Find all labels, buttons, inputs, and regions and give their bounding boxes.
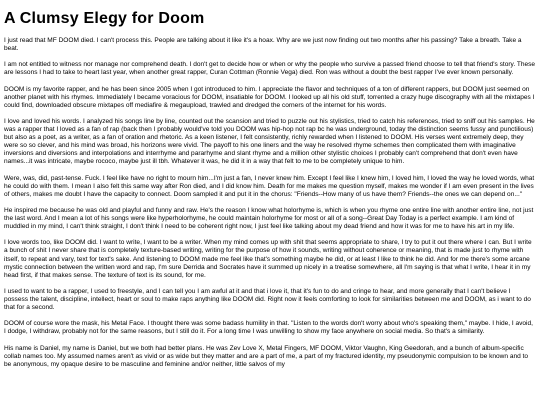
- paragraph-7: I love words too, like DOOM did. I want to write, I want to be a writer. When my mind comes up with shit that seems appropriate to share, I try to put it out there where I can. But I write a bunch of shit I never share that is completely texture-based writing, writing for the purpose of how it sounds, writing without coherence or meaning, that is made just to rhyme with itself, to repeat and vary, text for text's sake. And listening to DOOM made me feel like that's something maybe he did, or at least I like to think he did. And for me there's some arcane mystic connection between the written word and rap, I'm sure Derrida and Socrates have it summed up nicely in a treatise somewhere, all I'm saying is that what I write, I hear it in my head first, if that makes sense. The texture of text is its sound, for me.: [4, 239, 532, 279]
- paragraph-8: I used to want to be a rapper, I used to freestyle, and I can tell you I am awful at it and that i love it, that it's fun to do and cringe to hear, and more generally that I can't believe I possess the talent, discipline, intellect, heart or soul to make raps anything like DOOM did. Right now it feels comforting to look for similarities between me and DOOM, as i want to do that for a second.: [4, 287, 531, 312]
- article: [4, 0, 536, 377]
- paragraph-3: DOOM is my favorite rapper, and he has been since 2005 when I got introduced to him. I appreciate the flavor and techniques of a ton of different rappers, but DOOM just seemed on another planet with his rhymes. Immediately I became voracious for DOOM, insatiable for DOOM. I looked up all his old stuff, torrented a crazy huge discography with all the mixtapes I could find, downloaded obscure mixtapes off mediafire & megaupload, trawled and dredged the corners of the internet for his words.: [4, 85, 535, 109]
- paragraph-1: I just read that MF DOOM died. I can't process this. People are talking about it like it's a hoax. Why are we just now finding out two months after his passing? Take a breath. Take a beat.: [4, 37, 522, 53]
- paragraph-4: I love and loved his words. I analyzed his songs line by line, counted out the scansion and tried to puzzle out his stylistics, tried to catch his references, tried to sniff out his samples. He was a rapper that I loved as a fan of rap (back then I probably would've told you DOOM was hip-hop not rap bc he was underground, today the distinction seems fussy and punctilious) but also as a poet, as a writer, as a fan of oration and rhetoric. As a keen listener, I felt consistently, richly rewarded when I listened to DOOM. His verses went extremely deep, they were so so clever, and his mind was broad, his horizons were vivid. The payoff to his one liners and the way he resolved rhyme schemes then complicated them with imaginative inversions and diversions and interpolations and interrhyme and pararhyme and slant rhyme and a million other stylistic choices I probably can't comprehend that don't even have names...it was intricate, maybe rococo, maybe just ill tbh. Whatever it was, he did it in a way that felt to me to be completely unique to him.: [4, 117, 535, 166]
- paragraph-2: I am not entitled to witness nor manage nor comprehend death. I don't get to decide how or when or why the people who survive a passed friend choose to tell that friend's story. These are lessons I had to take to heart last year, when another great rapper, Curan Cottman (Ronnie Vega) died. Ron was without a doubt the best rapper I've ever known personally.: [4, 61, 536, 77]
- paragraph-10: His name is Daniel, my name is Daniel, but we both had better plans. He was Zev Love X, Metal Fingers, MF DOOM, Viktor Vaughn, King Geedorah, and a bunch of album-specific collab names too. My assumed names aren't as vivid or as wide but they matter and are a part of me, a part of my fractured identity, my pseudonymic compulsion to be known and to be anonymous, my opaque desire to be masculine and feminine and/or neither, little salvos of my: [4, 344, 529, 368]
- page-title: A Clumsy Elegy for Doom: [4, 10, 205, 27]
- paragraph-5: Were, was, did, past-tense. Fuck. I feel like have no right to mourn him...I'm just a fan, I never knew him. Except I feel like I knew him, I loved him, I loved the way he loved words, what he could do with them. I mean I also felt this same way after Ron died, and I did know him. Death for me makes me question myself, makes me wonder if I am even present in the lives of others, makes me doubt I have the capacity to connect. Doom sampled it and put it in the chorus: "Friends--How many of us have them? Friends--the ones we can depend on...": [4, 174, 535, 198]
- paragraph-6: He inspired me because he was old and playful and funny and raw. He's the reason I know what holorhyme is, which is when you rhyme one entire line with another entire line, not just the last word. And I mean a lot of his songs were like hyperholorhyme, he could maintain holorhyme for most or all of a song--Great Day Today is a perfect example. I am kind of muddled in my mind, I can't think straight, I don't think I need to be coherent right now, I just feel like talking about my dead friend and how it was for me to have his art in my life.: [4, 206, 534, 231]
- paragraph-9: DOOM of course wore the mask, his Metal Face. I thought there was some badass humility in that. "Listen to the words don't worry about who's speaking them," maybe. I hide, I avoid, I dodge, I withdraw, probably not for the same reasons, but I still do it. For a long time I was unwilling to show my face anywhere on social media. So that's a similarity.: [4, 320, 533, 336]
